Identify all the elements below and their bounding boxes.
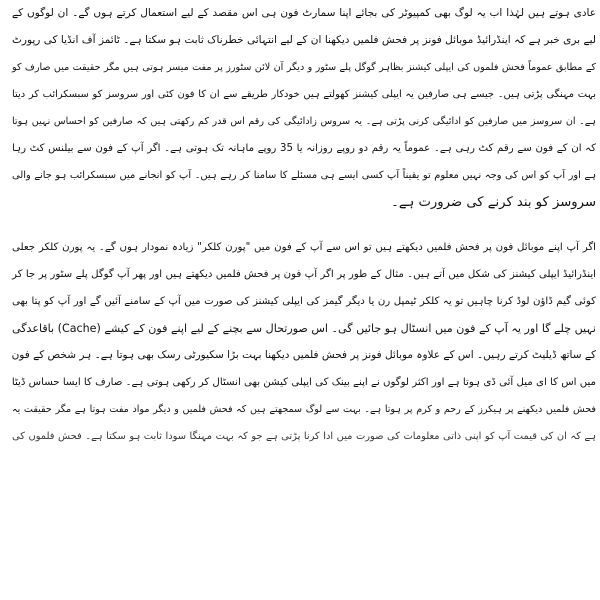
article-paragraph-1 bbox=[0, 0, 600, 216]
text-line: بہت مہنگی پڑتی ہیں۔ جیسے ہی صارفین یہ ایپلی کیشنز کھولتے ہیں خودکار طریقے سے ان کا فون کئی اور سروسز کو سبسکرائب کر دیتا bbox=[12, 89, 596, 100]
text-line: نہیں چلے گا اور یہ آپ کے فون میں انسٹال ہو جائیں گی۔ اس صورتحال سے بچنے کے لیے اپنے فون کے کیشے (Cache) باقاعدگی bbox=[12, 322, 596, 335]
text-line: ہے۔ ان سروسز میں صارفین کو ادائیگی کرنی پڑتی ہے۔ یہ سروس زادائیگی کی رقم اس قدر کم رکھتی ہیں کہ صارفین کو احساس نہیں ہوتا bbox=[12, 116, 596, 127]
text-line: کے ساتھ ڈیلیٹ کرتے رہیں۔ اس کے علاوہ موبائل فونز پر فحش فلمیں دیکھنا بہت بڑا سکیورٹی رسک بھی ہوتا ہے۔ ہر شخص کے فون bbox=[11, 349, 596, 361]
paragraph-gap bbox=[0, 216, 600, 234]
text-line: اگر آپ اپنے موبائل فون پر فحش فلمیں دیکھتے ہیں تو اس سے آپ کے فون میں "پورن کلکر" زیادہ نمودار ہوں گے۔ یہ پورن کلکر جعلی bbox=[12, 242, 596, 253]
text-line: لیے بری خبر ہے کہ اینڈرائیڈ موبائل فونز پر فحش فلمیں دیکھنا ان کے لیے انتہائی خطرناک ثابت ہو سکتا ہے۔ ٹائمز آف انڈیا کی رپورٹ bbox=[12, 34, 596, 46]
text-line: ہے اور آپ کو اس کی وجہ نہیں معلوم تو یقیناً آپ کسی ایسے ہی مسئلے کا سامنا کر رہے ہیں۔ آپ کو انجانے میں سبسکرائب ہو جانے والی bbox=[12, 170, 596, 181]
text-line: ہے کہ ان کی قیمت آپ کو اپنی ذاتی معلومات کی صورت میں ادا کرنا پڑتی ہے جو کہ بہت مہنگا سودا ثابت ہو سکتا ہے۔ فحش فلموں کی bbox=[12, 431, 596, 442]
text-line: کوئی گیم ڈاؤن لوڈ کرنا چاہیں تو یہ کلکر ٹیمپل رن یا دیگر گیمز کی ایپلی کیشنز کی صورت میں آپ کے سامنے آئیں گے اور آپ کو پتا بھی bbox=[12, 296, 596, 307]
text-line: عادی ہوتے ہیں لہٰذا اب یہ لوگ بھی کمپیوٹر کی بجائے اپنا سمارٹ فون ہی اس مقصد کے لیے استعمال کرتے ہوں گے۔ ان لوگوں کے bbox=[12, 7, 596, 19]
text-line: اینڈرائیڈ ایپلی کیشنز کی شکل میں آتے ہیں۔ مثال کے طور پر اگر آپ فون پر فحش فلمیں دیکھتے ہیں اور پھر آپ گوگل پلے سٹور پر جا کر bbox=[12, 269, 596, 280]
text-line: کہ ان کے فون سے رقم کٹ رہی ہے۔ عموماً یہ رقم دو روپے روزانہ یا 35 روپے ماہانہ تک ہوتی ہے۔ اگر آپ کے فون سے بیلنس کٹ رہا bbox=[12, 143, 597, 154]
text-line: فحش فلمیں دیکھنے پر ہیکرز کے رحم و کرم پر ہوتا ہے۔ بہت سے لوگ سمجھتے ہیں کہ فحش فلمیں و دیگر مواد مفت ہوتا ہے مگر حقیقت یہ bbox=[12, 404, 596, 415]
text-line: سروسز کو بند کرنے کی ضرورت ہے۔ bbox=[391, 195, 596, 210]
text-line: میں اس کا ای میل آئی ڈی ہوتا ہے اور اکثر لوگوں نے اپنے بینک کی ایپلی کیشن بھی انسٹال کر رکھی ہوتی ہے۔ صارف کا ایسا حساس ڈیٹا bbox=[11, 377, 596, 388]
text-line: کے مطابق عموماً فحش فلموں کی ایپلی کیشنز بظاہر گوگل پلے سٹور و دیگر آن لائن سٹورز پر مفت میسر ہوتی ہیں مگر حقیقت میں صارف کو bbox=[12, 62, 596, 73]
article-paragraph-2 bbox=[0, 234, 600, 450]
